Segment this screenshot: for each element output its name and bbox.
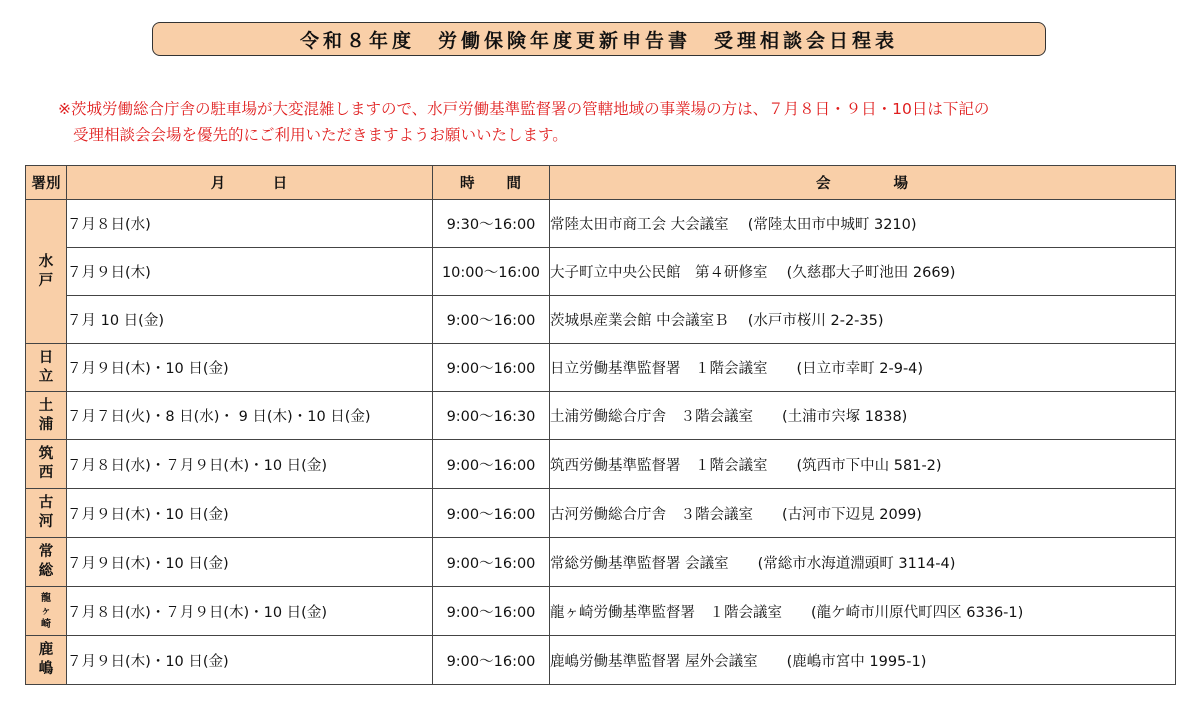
venue-cell: 大子町立中央公民館 第４研修室 (久慈郡大子町池田 2669): [550, 248, 1176, 296]
venue-cell: 鹿嶋労働基準監督署 屋外会議室 (鹿嶋市宮中 1995-1): [550, 636, 1176, 685]
table-row: [26, 296, 1176, 344]
date-cell: ７月 10 日(金): [67, 296, 433, 344]
time-cell: 9:00～16:00: [433, 440, 550, 489]
office-cell: [26, 440, 67, 489]
time-cell: 9:00～16:00: [433, 538, 550, 587]
office-name-char: 総: [38, 563, 54, 579]
date-cell: ７月８日(水)・７月９日(木)・10 日(金): [67, 587, 433, 636]
table-row: [26, 587, 1176, 636]
notice-line-1: ※茨城労働総合庁舎の駐車場が大変混雑しますので、水戸労働基準監督署の管轄地域の事業場の方は、７月８日・９日・10日は下記の: [58, 100, 990, 118]
office-cell: [26, 538, 67, 587]
office-name-char: 日: [38, 349, 54, 366]
notice-line-2: 受理相談会会場を優先的にご利用いただきますようお願いいたします。: [73, 126, 568, 144]
table-row: [26, 440, 1176, 489]
venue-cell: 日立労働基準監督署 １階会議室 (日立市幸町 2-9-4): [550, 344, 1176, 392]
venue-cell: 常陸太田市商工会 大会議室 (常陸太田市中城町 3210): [550, 200, 1176, 248]
date-cell: ７月９日(木)・10 日(金): [67, 538, 433, 587]
schedule-body: [26, 200, 1176, 685]
parking-notice: [58, 96, 1178, 148]
office-name-char: 土: [38, 397, 54, 414]
venue-cell: 古河労働総合庁舎 ３階会議室 (古河市下辺見 2099): [550, 489, 1176, 538]
office-name-char: 嶋: [38, 661, 54, 677]
time-cell: 9:00～16:00: [433, 587, 550, 636]
office-name-char: 戸: [38, 272, 54, 289]
time-cell: 9:00～16:00: [433, 344, 550, 392]
venue-cell: 筑西労働基準監督署 １階会議室 (筑西市下中山 581-2): [550, 440, 1176, 489]
date-cell: ７月８日(水): [67, 200, 433, 248]
table-row: [26, 248, 1176, 296]
table-row: [26, 200, 1176, 248]
time-cell: 9:00～16:00: [433, 489, 550, 538]
office-name-char: 鹿: [38, 642, 54, 658]
date-cell: ７月９日(木)・10 日(金): [67, 489, 433, 538]
date-cell: ７月９日(木)・10 日(金): [67, 344, 433, 392]
office-name-char: 筑: [38, 446, 54, 462]
office-name-char: ヶ: [41, 605, 51, 617]
venue-cell: 常総労働基準監督署 会議室 (常総市水海道淵頭町 3114-4): [550, 538, 1176, 587]
office-name-char: 崎: [41, 618, 51, 630]
date-cell: ７月９日(木)・10 日(金): [67, 636, 433, 685]
header-time: 時 間: [433, 166, 550, 200]
page-title: 令和８年度 労働保険年度更新申告書 受理相談会日程表: [152, 22, 1046, 56]
date-cell: ７月７日(火)・8 日(水)・ 9 日(木)・10 日(金): [67, 392, 433, 440]
office-name-char: 河: [38, 514, 54, 530]
header-venue: 会 場: [550, 166, 1176, 200]
venue-cell: 茨城県産業会館 中会議室Ｂ (水戸市桜川 2-2-35): [550, 296, 1176, 344]
table-row: [26, 538, 1176, 587]
office-name-char: 龍: [41, 592, 51, 604]
time-cell: 9:00～16:30: [433, 392, 550, 440]
office-cell: [26, 392, 67, 440]
office-cell: [26, 489, 67, 538]
header-office: 署別: [26, 166, 67, 200]
time-cell: 9:00～16:00: [433, 296, 550, 344]
date-cell: ７月９日(木): [67, 248, 433, 296]
time-cell: 9:30～16:00: [433, 200, 550, 248]
table-row: [26, 392, 1176, 440]
time-cell: 10:00～16:00: [433, 248, 550, 296]
office-name-char: 西: [38, 465, 54, 481]
table-row: [26, 636, 1176, 685]
schedule-table: [25, 165, 1176, 685]
office-name-char: 水: [38, 253, 54, 270]
office-name-char: 浦: [38, 416, 54, 433]
office-name-char: 古: [38, 495, 54, 511]
office-cell: [26, 587, 67, 636]
venue-cell: 龍ヶ崎労働基準監督署 １階会議室 (龍ケ崎市川原代町四区 6336-1): [550, 587, 1176, 636]
office-name-char: 立: [38, 368, 54, 385]
office-name-char: 常: [38, 544, 54, 560]
header-date: 月 日: [67, 166, 433, 200]
date-cell: ７月８日(水)・７月９日(木)・10 日(金): [67, 440, 433, 489]
table-row: [26, 344, 1176, 392]
table-row: [26, 489, 1176, 538]
venue-cell: 土浦労働総合庁舎 ３階会議室 (土浦市宍塚 1838): [550, 392, 1176, 440]
office-cell: [26, 344, 67, 392]
office-cell: [26, 200, 67, 344]
table-header-row: [26, 166, 1176, 200]
office-cell: [26, 636, 67, 685]
time-cell: 9:00～16:00: [433, 636, 550, 685]
